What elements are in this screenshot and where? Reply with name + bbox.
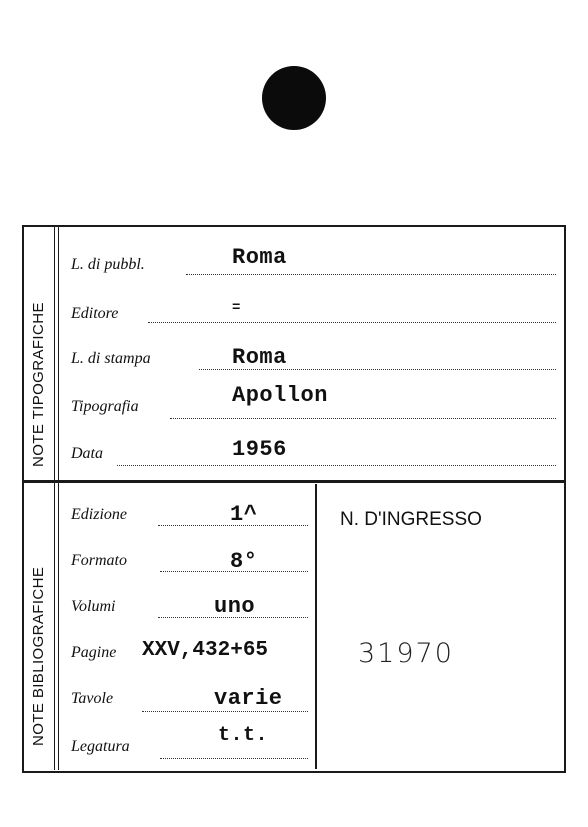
field-label-pagine: Pagine (71, 644, 117, 661)
field-value-volumi: uno (214, 594, 256, 619)
field-label-edizione: Edizione (71, 506, 127, 523)
field-label-tavole: Tavole (71, 690, 114, 707)
ingresso-number: 31970 (358, 638, 454, 669)
field-value-luogo-pubblicazione: Roma (232, 245, 287, 270)
field-label-editore: Editore (71, 305, 119, 322)
field-label-data: Data (71, 445, 103, 462)
field-value-tipografia: Apollon (232, 383, 328, 408)
margin-line-outer (54, 227, 55, 770)
field-label-formato: Formato (71, 552, 127, 569)
field-value-editore: = (232, 300, 241, 316)
field-dots (160, 758, 308, 759)
section-divider (22, 480, 566, 483)
field-dots (148, 322, 556, 323)
field-label-volumi: Volumi (71, 598, 116, 615)
field-dots (170, 418, 556, 419)
field-value-tavole: varie (214, 686, 283, 711)
field-value-pagine: XXV,432+65 (142, 639, 269, 662)
field-dots (117, 465, 556, 466)
field-dots (186, 274, 556, 275)
field-value-edizione: 1^ (230, 502, 258, 527)
field-dots (142, 711, 308, 712)
field-label-luogo-stampa: L. di stampa (71, 350, 151, 367)
field-label-legatura: Legatura (71, 738, 130, 755)
field-value-data: 1956 (232, 437, 287, 462)
margin-line-inner (58, 227, 59, 770)
ingresso-title: N. D'INGRESSO (340, 509, 482, 530)
field-value-luogo-stampa: Roma (232, 345, 287, 370)
section-label-bibliografiche: NOTE BIBLIOGRAFICHE (30, 566, 47, 746)
punch-hole (262, 66, 326, 130)
field-value-legatura: t.t. (218, 724, 269, 747)
field-label-luogo-pubblicazione: L. di pubbl. (71, 256, 145, 273)
section-label-tipografiche: NOTE TIPOGRAFICHE (30, 302, 47, 467)
ingresso-divider (315, 484, 317, 769)
field-value-formato: 8° (230, 549, 258, 574)
field-label-tipografia: Tipografia (71, 398, 139, 415)
